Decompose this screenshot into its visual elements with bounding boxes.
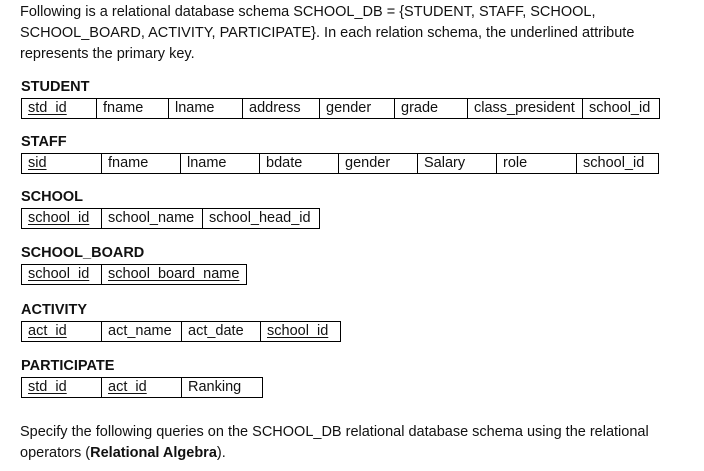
attr-address: address: [243, 99, 320, 118]
attr-lname: lname: [181, 154, 260, 173]
schema-activity: [21, 321, 341, 342]
attr-school-id: school_id: [261, 322, 341, 341]
outro-bold: Relational Algebra: [90, 445, 217, 461]
attr-bdate: bdate: [260, 154, 339, 173]
schema-school-board: [21, 264, 247, 285]
outro-text: Specify the following queries on the SCHOOL_DB relational database schema using the relational operators (: [20, 424, 649, 461]
attr-lname: lname: [169, 99, 243, 118]
relation-title-student: STUDENT: [21, 79, 90, 95]
attr-salary: Salary: [418, 154, 497, 173]
relation-title-participate: PARTICIPATE: [21, 358, 115, 374]
attr-act-date: act_date: [182, 322, 261, 341]
relation-title-staff: STAFF: [21, 134, 67, 150]
attr-school-id: school_id: [22, 265, 102, 284]
attr-ranking: Ranking: [182, 378, 263, 397]
attr-class-president: class_president: [468, 99, 583, 118]
attr-school-head-id: school_head_id: [203, 209, 320, 228]
schema-staff: [21, 153, 659, 174]
attr-school-id: school_id: [22, 209, 102, 228]
attr-act-id: act_id: [22, 322, 102, 341]
attr-act-name: act_name: [102, 322, 182, 341]
attr-std-id: std_id: [22, 378, 102, 397]
outro-paragraph: [20, 422, 680, 464]
attr-school-id: school_id: [577, 154, 659, 173]
intro-paragraph: Following is a relational database schema SCHOOL_DB = {STUDENT, STAFF, SCHOOL, SCHOOL_BOARD, ACTIVITY, PARTICIPATE}. In each relation schema, the underlined attribute represents the primary key.: [20, 4, 635, 62]
outro-end: ).: [216, 445, 226, 461]
attr-gender: gender: [320, 99, 395, 118]
attr-fname: fname: [97, 99, 169, 118]
attr-sid: sid: [22, 154, 102, 173]
attr-grade: grade: [395, 99, 468, 118]
relation-title-activity: ACTIVITY: [21, 302, 88, 318]
attr-school-board-name: school_board_name: [102, 265, 247, 284]
attr-act-id: act_id: [102, 378, 182, 397]
attr-std-id: std_id: [22, 99, 97, 118]
schema-student: [21, 98, 660, 119]
attr-school-name: school_name: [102, 209, 203, 228]
relation-title-school: SCHOOL: [21, 189, 84, 205]
attr-role: role: [497, 154, 577, 173]
attr-gender: gender: [339, 154, 418, 173]
schema-participate: [21, 377, 263, 398]
attr-school-id: school_id: [583, 99, 660, 118]
attr-fname: fname: [102, 154, 181, 173]
schema-school: [21, 208, 320, 229]
relation-title-school-board: SCHOOL_BOARD: [21, 245, 145, 261]
